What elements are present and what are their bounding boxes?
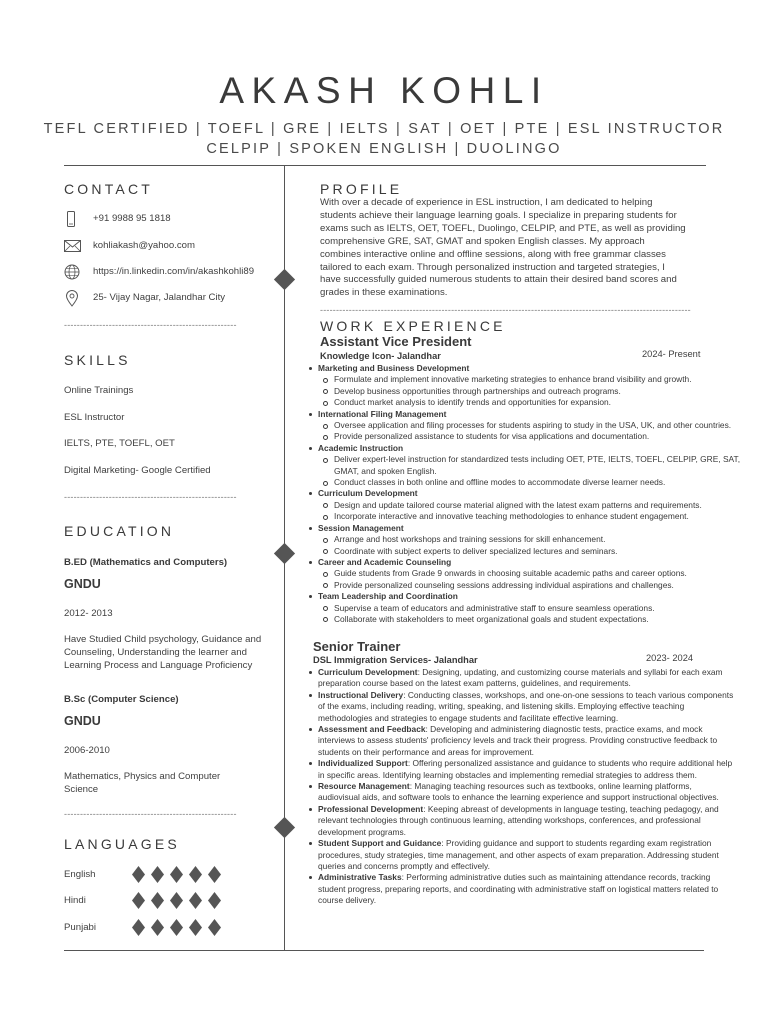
rating-diamond-icon bbox=[170, 919, 183, 936]
duty-label: Instructional Delivery bbox=[318, 689, 404, 700]
duty-item: Develop business opportunities through partnerships and outreach programs. bbox=[318, 386, 759, 397]
job-title: Senior Trainer bbox=[313, 639, 401, 654]
profile-line: students achieve their language learning goals. I specialize in preparing students for bbox=[320, 209, 677, 221]
language-row bbox=[64, 866, 264, 884]
duty-text: : Conducting classes, workshops, and one-on-one sessions to teach various components of the exams, including reading, writing, speaking, and listening skills. Employing effective teaching methodologies and strategies to engage students and facilitate effective learning. bbox=[318, 689, 734, 723]
rating-diamond-icon bbox=[151, 892, 164, 909]
duty-group-heading: International Filing Management bbox=[318, 408, 447, 419]
education-degree: B.ED (Mathematics and Computers) bbox=[64, 557, 228, 568]
section-divider: ------------------------------------------------------ bbox=[64, 320, 237, 330]
education-institution: GNDU bbox=[64, 577, 101, 591]
duty-text: : Providing guidance and support to students regarding exam registration procedures, study strategies, time management, and other aspects of exam preparation. Addressing student queries and concerns promptly and effectively. bbox=[318, 838, 719, 871]
duty-item: Provide personalized counseling sessions addressing individual aspirations and challenges. bbox=[318, 580, 759, 591]
duty-item bbox=[307, 804, 735, 838]
education-description-line: Science bbox=[64, 783, 99, 795]
duty-group bbox=[307, 591, 759, 625]
linkedin-url[interactable]: https://in.linkedin.com/in/akashkohli89 bbox=[93, 266, 255, 277]
footer-rule bbox=[64, 950, 704, 951]
rating-diamond-icon bbox=[208, 919, 221, 936]
profile-line: With over a decade of experience in ESL instruction, I am dedicated to helping bbox=[320, 197, 653, 208]
language-name: Hindi bbox=[64, 895, 86, 906]
education-description-line: Have Studied Child psychology, Guidance and bbox=[64, 634, 262, 645]
language-row bbox=[64, 919, 264, 937]
job-dates: 2024- Present bbox=[642, 349, 701, 359]
languages-heading: LANGUAGES bbox=[64, 836, 180, 852]
profile-line: comprehensive GRE, SAT, GMAT and spoken English classes. My approach bbox=[320, 235, 645, 247]
contact-heading: CONTACT bbox=[64, 181, 154, 197]
duty-item: Conduct classes in both online and offline modes to accommodate diverse learner needs. bbox=[318, 477, 759, 488]
duty-item: Design and update tailored course material aligned with the latest exam patterns and requirements. bbox=[318, 500, 759, 511]
profile-line: have successfully guided numerous students to attain their desired band scores and bbox=[320, 274, 677, 286]
duty-group bbox=[307, 409, 759, 443]
duty-item bbox=[307, 667, 735, 690]
language-name: English bbox=[64, 869, 96, 880]
duty-item: Provide personalized assistance to students for visa applications and documentation. bbox=[318, 431, 759, 442]
duty-item: Formulate and implement innovative marketing strategies to enhance brand visibility and growth. bbox=[318, 374, 759, 385]
duty-item: Coordinate with subject experts to deliver specialized lectures and seminars. bbox=[318, 546, 759, 557]
language-name: Punjabi bbox=[64, 922, 97, 933]
profile-line: combines interactive online and offline sessions, along with free grammar classes bbox=[320, 248, 666, 260]
duty-label: Professional Development bbox=[318, 803, 424, 814]
rating-diamond-icon bbox=[170, 892, 183, 909]
phone-number[interactable]: +91 9988 95 1818 bbox=[93, 213, 171, 224]
rating-diamond-icon bbox=[132, 892, 145, 909]
section-divider: ------------------------------------------------------ bbox=[64, 809, 237, 819]
duty-label: Assessment and Feedback bbox=[318, 724, 426, 735]
duty-group bbox=[307, 523, 759, 557]
duty-text: : Managing teaching resources such as textbooks, online learning platforms, audiovisual aids, and software tools to enhance the learning experience and support instructional objectives. bbox=[318, 781, 719, 803]
duty-item: Guide students from Grade 9 onwards in choosing suitable academic paths and career options. bbox=[318, 568, 759, 579]
education-description-line: Counseling, Understanding the learner and bbox=[64, 646, 247, 658]
location-pin-icon bbox=[64, 290, 82, 306]
profile-line: exams such as IELTS, OET, TOEFL, Duolingo, CELPIP, and PTE, as well as providing bbox=[320, 222, 686, 234]
rating-diamond-icon bbox=[170, 866, 183, 883]
envelope-icon bbox=[64, 238, 82, 254]
profile-heading: PROFILE bbox=[320, 181, 403, 197]
duty-item bbox=[307, 838, 735, 872]
duty-label: Student Support and Guidance bbox=[318, 838, 442, 849]
rating-diamond-icon bbox=[151, 866, 164, 883]
divider-diamond bbox=[274, 269, 295, 290]
skill-item: Digital Marketing- Google Certified bbox=[64, 465, 211, 476]
education-years: 2006-2010 bbox=[64, 745, 110, 756]
skill-item: Online Trainings bbox=[64, 385, 134, 396]
tagline-line-2: CELPIP | SPOKEN ENGLISH | DUOLINGO bbox=[206, 141, 562, 157]
job-duties bbox=[307, 363, 759, 625]
education-description bbox=[64, 771, 220, 797]
education-description bbox=[64, 634, 261, 672]
duty-group-heading: Academic Instruction bbox=[318, 442, 404, 453]
education-institution: GNDU bbox=[64, 714, 101, 728]
rating-diamond-icon bbox=[189, 866, 202, 883]
duty-item: Collaborate with stakeholders to meet organizational goals and student expectations. bbox=[318, 614, 759, 625]
duty-item bbox=[307, 758, 735, 781]
globe-icon bbox=[64, 264, 82, 280]
address: 25- Vijay Nagar, Jalandhar City bbox=[93, 292, 226, 303]
duty-text: : Offering personalized assistance and guidance to students who require additional help in specific areas. Identifying learning obstacles and implementing remedial strategies to address them. bbox=[318, 758, 733, 780]
section-divider: -------------------------------------------------------------------------------------------------------------------- bbox=[320, 305, 691, 315]
job-title: Assistant Vice President bbox=[320, 334, 472, 349]
phone-icon bbox=[64, 211, 82, 227]
tagline-line-1: TEFL CERTIFIED | TOEFL | GRE | IELTS | SAT | OET | PTE | ESL INSTRUCTOR bbox=[43, 121, 725, 137]
resume-name: AKASH KOHLI bbox=[219, 70, 549, 111]
duty-item bbox=[307, 872, 735, 906]
job-organization: Knowledge Icon- Jalandhar bbox=[320, 351, 441, 361]
rating-diamond-icon bbox=[208, 866, 221, 883]
duty-label: Individualized Support bbox=[318, 758, 408, 769]
duty-text: : Developing and administering diagnostic tests, practice exams, and mock interviews to assess students' proficiency levels and track their progress. Providing constructive feedback to students on their performance and areas for improvement. bbox=[318, 724, 718, 757]
header-rule bbox=[64, 165, 706, 166]
duty-item: Deliver expert-level instruction for standardized tests including OET, PTE, IELTS, TOEFL, CELPIP, GRE, SAT, GMAT, and spoken English. bbox=[318, 454, 759, 477]
duty-group-heading: Team Leadership and Coordination bbox=[318, 591, 458, 602]
education-degree: B.Sc (Computer Science) bbox=[64, 694, 179, 705]
duty-group bbox=[307, 557, 759, 591]
duty-group bbox=[307, 443, 759, 489]
rating-diamond-icon bbox=[189, 892, 202, 909]
duty-group-heading: Session Management bbox=[318, 522, 404, 533]
section-divider: ------------------------------------------------------ bbox=[64, 492, 237, 502]
language-rating bbox=[132, 892, 221, 909]
job-duties bbox=[307, 667, 735, 907]
work-heading: WORK EXPERIENCE bbox=[320, 318, 506, 334]
rating-diamond-icon bbox=[189, 919, 202, 936]
duty-item: Arrange and host workshops and training sessions for skill enhancement. bbox=[318, 534, 759, 545]
duty-text: : Keeping abreast of developments in language testing, teaching pedagogy, and relevant technologies through continuous learning, attending workshops, conferences, and professional development programs. bbox=[318, 803, 719, 837]
duty-group-heading: Curriculum Development bbox=[318, 488, 418, 499]
rating-diamond-icon bbox=[132, 866, 145, 883]
profile-line: grades in these examinations. bbox=[320, 287, 448, 299]
job-dates: 2023- 2024 bbox=[646, 653, 694, 663]
email-address[interactable]: kohliakash@yahoo.com bbox=[93, 240, 195, 251]
divider-diamond bbox=[274, 543, 295, 564]
duty-item bbox=[307, 724, 735, 758]
duty-group bbox=[307, 363, 759, 409]
language-rating bbox=[132, 919, 221, 936]
duty-item: Conduct market analysis to identify trends and opportunities for expansion. bbox=[318, 397, 759, 408]
duty-item: Supervise a team of educators and administrative staff to ensure seamless operations. bbox=[318, 603, 759, 614]
duty-text: : Designing, updating, and customizing course materials and syllabi for each exam preparation course based on the latest exam patterns, guidelines, and requirements. bbox=[318, 667, 723, 689]
education-description-line: Learning Process and Language Proficiency bbox=[64, 659, 253, 671]
rating-diamond-icon bbox=[208, 892, 221, 909]
duty-item bbox=[307, 690, 735, 724]
profile-summary bbox=[320, 197, 712, 300]
duty-label: Resource Management bbox=[318, 781, 410, 792]
job-organization: DSL Immigration Services- Jalandhar bbox=[313, 655, 478, 665]
skill-item: ESL Instructor bbox=[64, 412, 125, 423]
duty-text: : Performing administrative duties such as maintaining attendance records, tracking student progress, preparing reports, and coordinating with administrative staff on logistical matters related to course delivery. bbox=[318, 872, 719, 906]
duty-item: Oversee application and filing processes for students aspiring to study in the USA, UK, and other countries. bbox=[318, 420, 759, 431]
duty-group-heading: Career and Academic Counseling bbox=[318, 556, 452, 567]
skill-item: IELTS, PTE, TOEFL, OET bbox=[64, 438, 175, 449]
education-years: 2012- 2013 bbox=[64, 608, 113, 619]
profile-line: tailored to each exam. Through personalized instruction and targeted strategies, I bbox=[320, 261, 665, 273]
education-heading: EDUCATION bbox=[64, 523, 175, 539]
language-row bbox=[64, 892, 264, 910]
duty-label: Administrative Tasks bbox=[318, 872, 402, 883]
duty-item bbox=[307, 781, 735, 804]
rating-diamond-icon bbox=[151, 919, 164, 936]
duty-label: Curriculum Development bbox=[318, 667, 418, 677]
skills-heading: SKILLS bbox=[64, 352, 131, 368]
divider-diamond bbox=[274, 817, 295, 838]
education-description-line: Mathematics, Physics and Computer bbox=[64, 771, 221, 782]
duty-group bbox=[307, 488, 759, 522]
rating-diamond-icon bbox=[132, 919, 145, 936]
language-rating bbox=[132, 866, 221, 883]
duty-group-heading: Marketing and Business Development bbox=[318, 363, 470, 373]
duty-item: Incorporate interactive and innovative teaching methodologies to enhance student engagement. bbox=[318, 511, 759, 522]
